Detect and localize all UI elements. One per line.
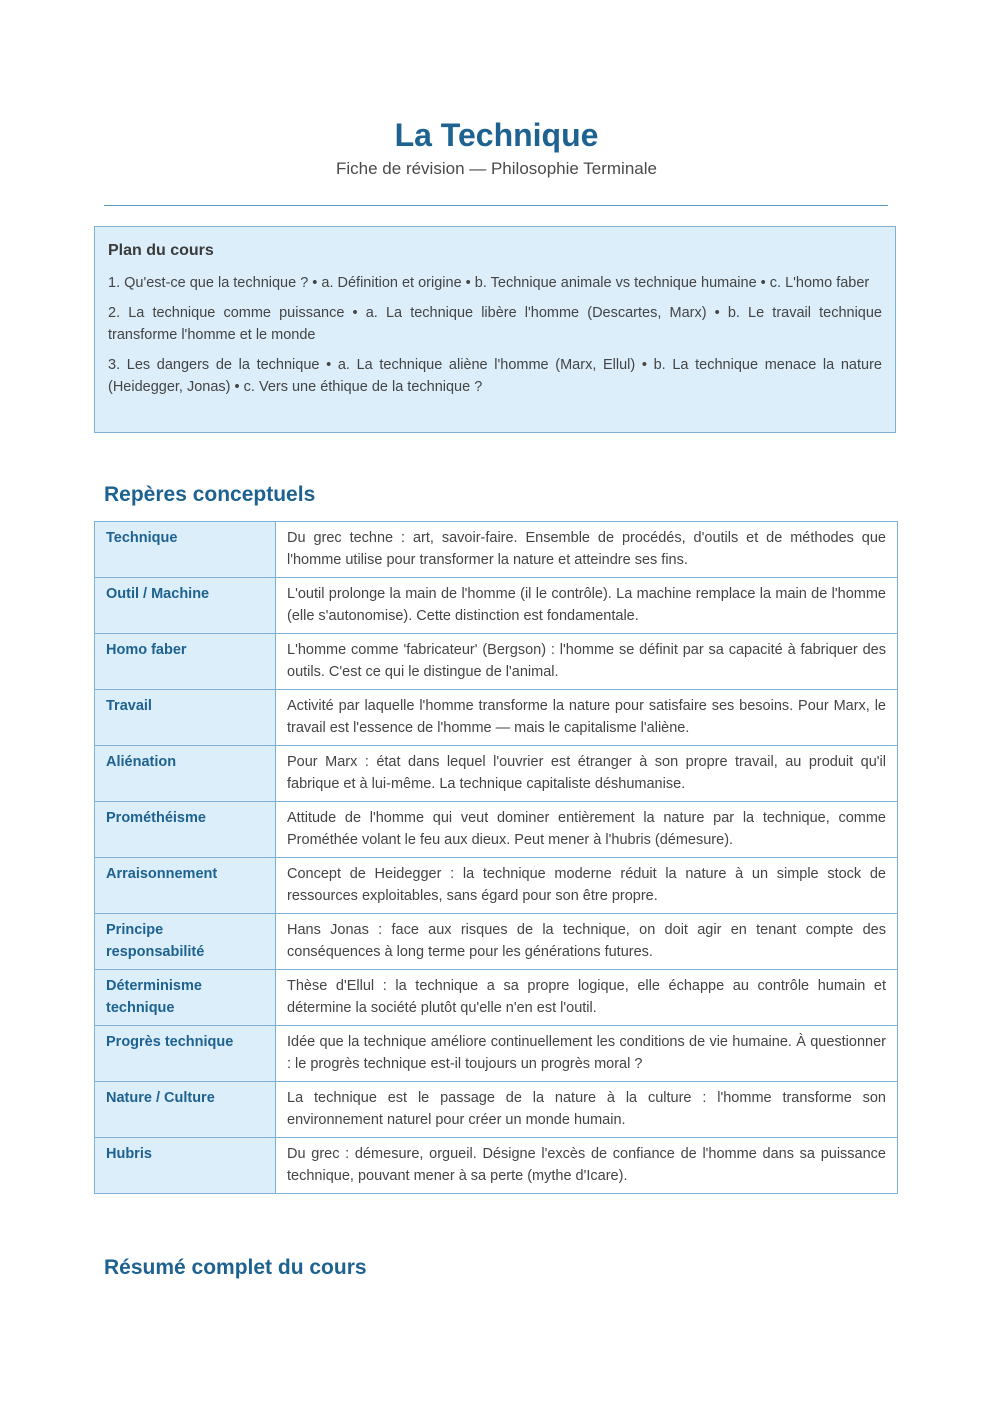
course-plan-title: Plan du cours bbox=[108, 242, 214, 259]
concept-definition: Du grec techne : art, savoir-faire. Ensemble de procédés, d'outils et de méthodes que l'homme utilise pour transformer la nature et atteindre ses fins. bbox=[276, 522, 898, 578]
concept-term: Déterminisme technique bbox=[95, 970, 276, 1026]
table-row bbox=[95, 970, 898, 1026]
concepts-section-title: Repères conceptuels bbox=[104, 483, 316, 506]
concept-term: Outil / Machine bbox=[95, 578, 276, 634]
concept-term: Principe responsabilité bbox=[95, 914, 276, 970]
page-title: La Technique bbox=[394, 117, 599, 153]
table-row bbox=[95, 634, 898, 690]
course-plan-item: 3. Les dangers de la technique • a. La technique aliène l'homme (Marx, Ellul) • b. La technique menace la nature (Heidegger, Jonas) • c. Vers une éthique de la technique ? bbox=[108, 357, 882, 395]
concept-term: Travail bbox=[95, 690, 276, 746]
concept-term: Nature / Culture bbox=[95, 1082, 276, 1138]
table-row bbox=[95, 746, 898, 802]
table-row bbox=[95, 802, 898, 858]
concept-definition: Pour Marx : état dans lequel l'ouvrier est étranger à son propre travail, au produit qu'il fabrique et à lui-même. La technique capitaliste déshumanise. bbox=[276, 746, 898, 802]
table-row bbox=[95, 1138, 898, 1194]
page-subtitle: Fiche de révision — Philosophie Terminale bbox=[336, 159, 657, 178]
concept-definition: Idée que la technique améliore continuellement les conditions de vie humaine. À questionner : le progrès technique est-il toujours un progrès moral ? bbox=[276, 1026, 898, 1082]
table-row bbox=[95, 1026, 898, 1082]
concepts-table bbox=[94, 521, 898, 1194]
concept-definition: L'outil prolonge la main de l'homme (il le contrôle). La machine remplace la main de l'homme (elle s'autonomise). Cette distinction est fondamentale. bbox=[276, 578, 898, 634]
concept-term: Arraisonnement bbox=[95, 858, 276, 914]
concept-definition: Du grec : démesure, orgueil. Désigne l'excès de confiance de l'homme dans sa puissance technique, pouvant mener à sa perte (mythe d'Icare). bbox=[276, 1138, 898, 1194]
concept-term: Aliénation bbox=[95, 746, 276, 802]
summary-section-title: Résumé complet du cours bbox=[104, 1256, 367, 1279]
concept-definition: Attitude de l'homme qui veut dominer entièrement la nature par la technique, comme Prométhée volant le feu aux dieux. Peut mener à l'hubris (démesure). bbox=[276, 802, 898, 858]
course-plan-item: 2. La technique comme puissance • a. La technique libère l'homme (Descartes, Marx) • b. Le travail technique transforme l'homme et le monde bbox=[108, 305, 882, 343]
course-plan-item: 1. Qu'est-ce que la technique ? • a. Définition et origine • b. Technique animale vs technique humaine • c. L'homo faber bbox=[108, 275, 870, 291]
concept-definition: Hans Jonas : face aux risques de la technique, on doit agir en tenant compte des conséquences à long terme pour les générations futures. bbox=[276, 914, 898, 970]
table-row bbox=[95, 914, 898, 970]
title-divider bbox=[104, 205, 888, 206]
concept-definition: Activité par laquelle l'homme transforme la nature pour satisfaire ses besoins. Pour Marx, le travail est l'essence de l'homme — mais le capitalisme l'aliène. bbox=[276, 690, 898, 746]
table-row bbox=[95, 522, 898, 578]
concept-term: Progrès technique bbox=[95, 1026, 276, 1082]
concept-definition: L'homme comme 'fabricateur' (Bergson) : l'homme se définit par sa capacité à fabriquer des outils. C'est ce qui le distingue de l'animal. bbox=[276, 634, 898, 690]
concept-term: Homo faber bbox=[95, 634, 276, 690]
concept-definition: Thèse d'Ellul : la technique a sa propre logique, elle échappe au contrôle humain et détermine la société plutôt qu'elle n'en est l'outil. bbox=[276, 970, 898, 1026]
table-row bbox=[95, 1082, 898, 1138]
table-row bbox=[95, 690, 898, 746]
concept-term: Technique bbox=[95, 522, 276, 578]
table-row bbox=[95, 858, 898, 914]
table-row bbox=[95, 578, 898, 634]
concept-definition: La technique est le passage de la nature à la culture : l'homme transforme son environnement naturel pour créer un monde humain. bbox=[276, 1082, 898, 1138]
concept-term: Hubris bbox=[95, 1138, 276, 1194]
concept-definition: Concept de Heidegger : la technique moderne réduit la nature à un simple stock de ressources exploitables, sans égard pour son être propre. bbox=[276, 858, 898, 914]
course-plan-box bbox=[94, 226, 896, 433]
concept-term: Prométhéisme bbox=[95, 802, 276, 858]
